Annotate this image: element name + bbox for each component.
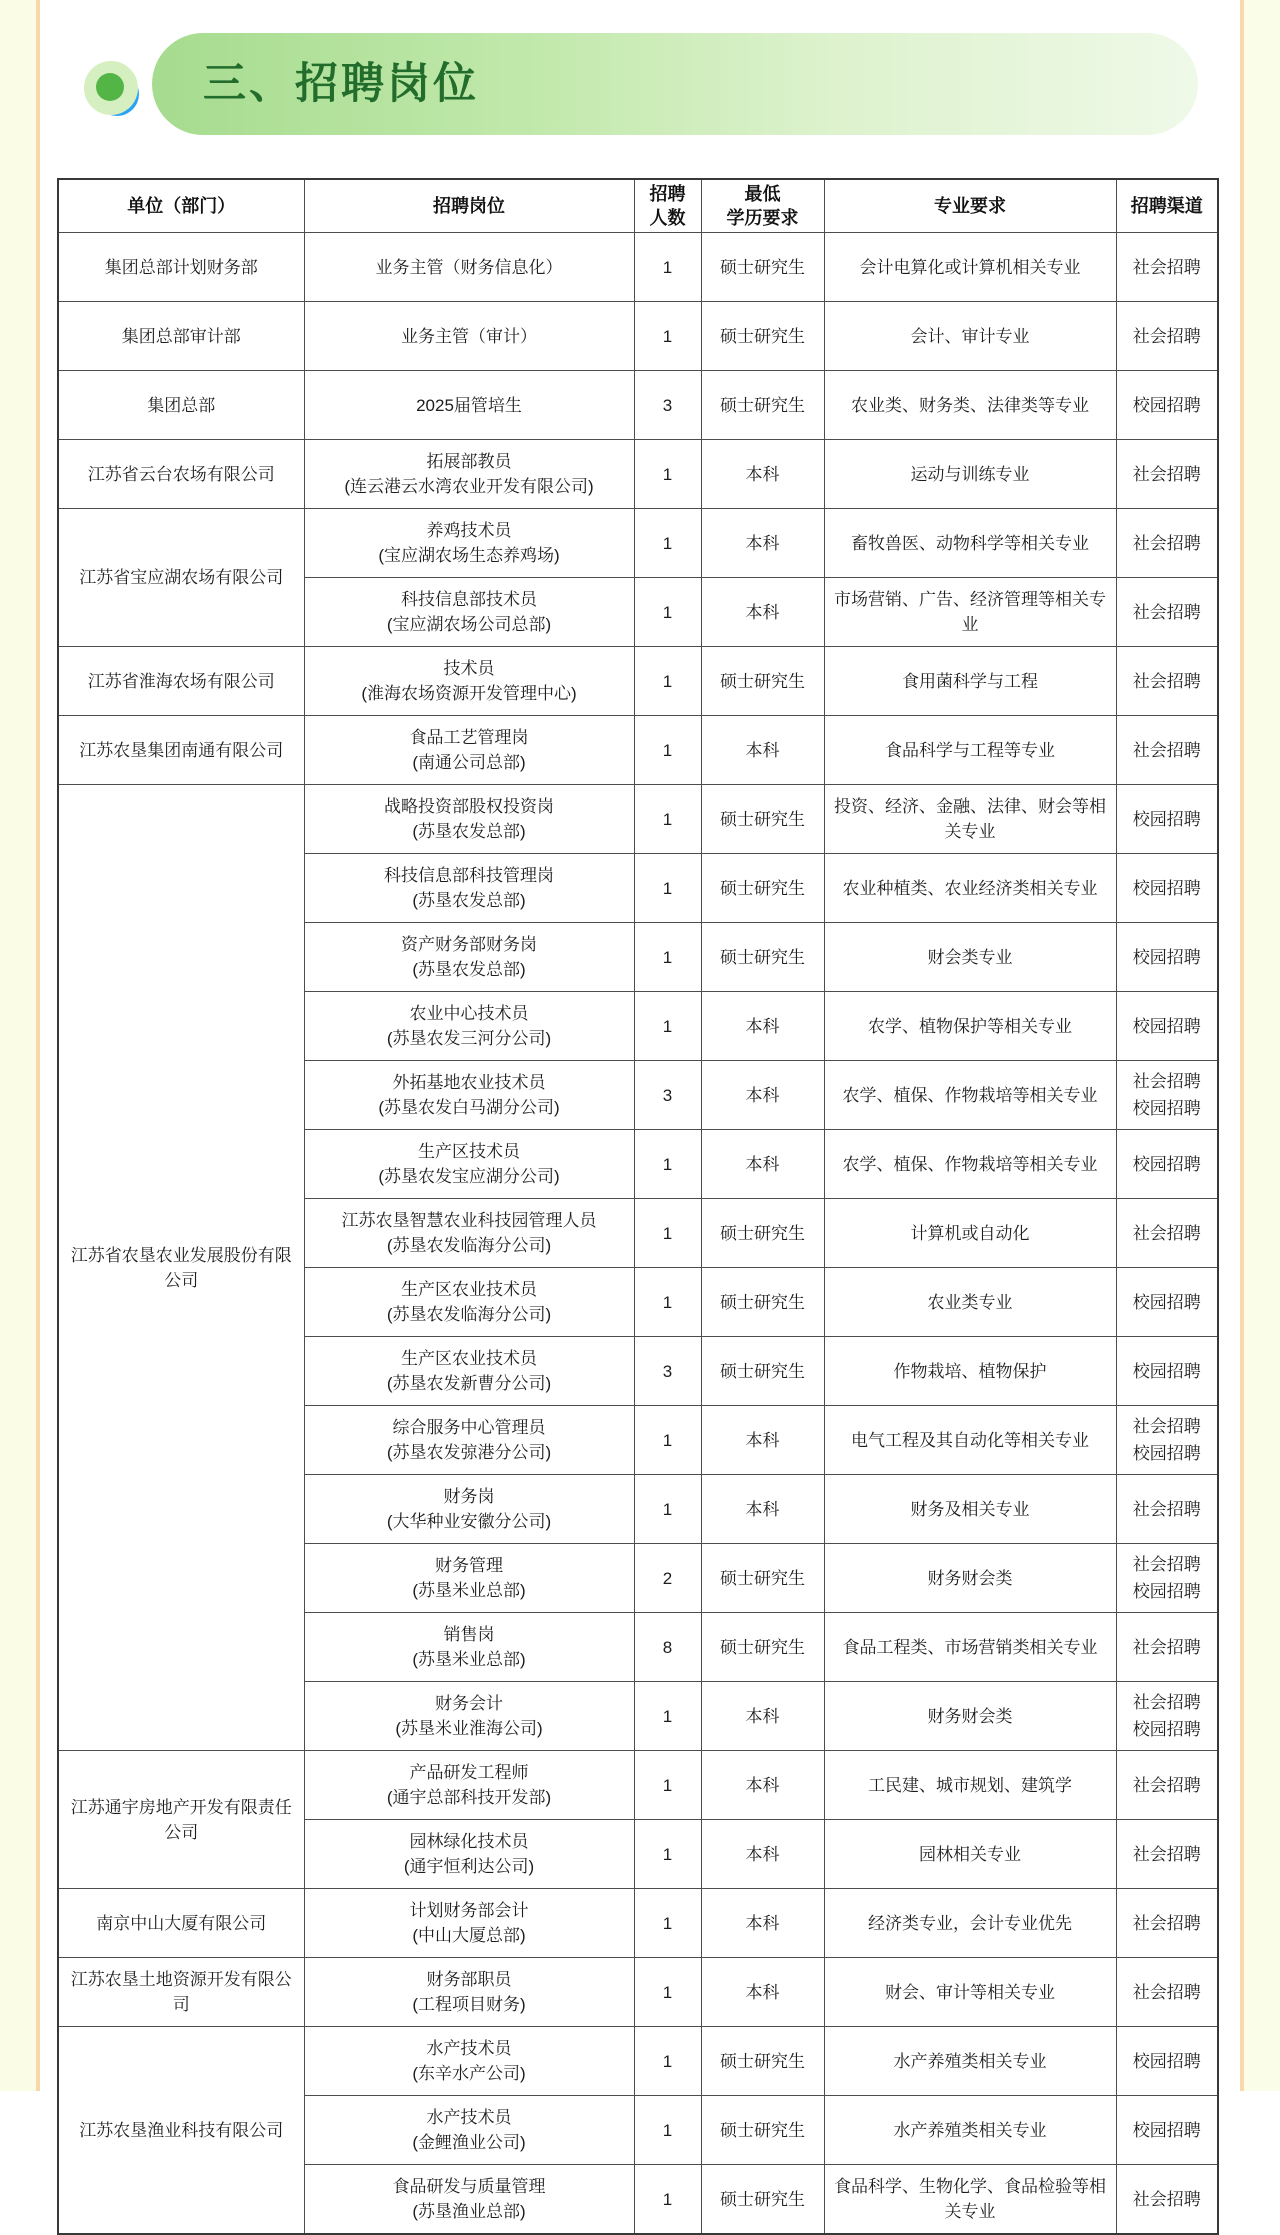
education-cell: 本科 bbox=[701, 1130, 824, 1199]
channel-cell bbox=[1116, 1958, 1218, 2027]
channel-cell bbox=[1116, 2096, 1218, 2165]
education-cell: 硕士研究生 bbox=[701, 1337, 824, 1406]
major-cell: 财务财会类 bbox=[824, 1544, 1116, 1613]
table-row bbox=[58, 233, 1218, 302]
headcount-cell: 1 bbox=[634, 2096, 701, 2165]
channel-line: 社会招聘 bbox=[1132, 1417, 1201, 1436]
headcount-cell: 1 bbox=[634, 302, 701, 371]
channel-line: 社会招聘 bbox=[1132, 257, 1201, 277]
company-cell: 江苏农垦土地资源开发有限公司 bbox=[58, 1958, 304, 2027]
headcount-cell: 1 bbox=[634, 1751, 701, 1820]
company-cell: 江苏农垦渔业科技有限公司 bbox=[58, 2027, 304, 2235]
major-cell: 市场营销、广告、经济管理等相关专业 bbox=[824, 578, 1116, 647]
position-cell: 业务主管（财务信息化） bbox=[304, 233, 634, 302]
channel-line: 校园招聘 bbox=[1132, 2051, 1201, 2071]
headcount-cell: 1 bbox=[634, 2165, 701, 2235]
headcount-cell: 1 bbox=[634, 1475, 701, 1544]
channel-cell bbox=[1116, 509, 1218, 578]
position-cell: 科技信息部技术员 (宝应湖农场公司总部) bbox=[304, 578, 634, 647]
position-cell: 拓展部教员 (连云港云水湾农业开发有限公司) bbox=[304, 440, 634, 509]
major-cell: 园林相关专业 bbox=[824, 1820, 1116, 1889]
position-cell: 生产区技术员 (苏垦农发宝应湖分公司) bbox=[304, 1130, 634, 1199]
major-cell: 农业类、财务类、法律类等专业 bbox=[824, 371, 1116, 440]
channel-cell bbox=[1116, 1337, 1218, 1406]
channel-line: 社会招聘 bbox=[1132, 464, 1201, 484]
position-cell: 财务部职员 (工程项目财务) bbox=[304, 1958, 634, 2027]
channel-cell bbox=[1116, 1544, 1218, 1613]
column-header: 专业要求 bbox=[824, 179, 1116, 233]
company-cell: 江苏省农垦农业发展股份有限公司 bbox=[58, 785, 304, 1751]
position-cell: 食品研发与质量管理 (苏垦渔业总部) bbox=[304, 2165, 634, 2235]
education-cell: 硕士研究生 bbox=[701, 2027, 824, 2096]
channel-line: 社会招聘 bbox=[1132, 671, 1201, 691]
channel-cell bbox=[1116, 1751, 1218, 1820]
channel-line: 社会招聘 bbox=[1132, 533, 1201, 553]
channel-cell bbox=[1116, 578, 1218, 647]
education-cell: 硕士研究生 bbox=[701, 854, 824, 923]
headcount-cell: 3 bbox=[634, 1061, 701, 1130]
position-cell: 养鸡技术员 (宝应湖农场生态养鸡场) bbox=[304, 509, 634, 578]
headcount-cell: 1 bbox=[634, 1130, 701, 1199]
company-cell: 江苏农垦集团南通有限公司 bbox=[58, 716, 304, 785]
education-cell: 本科 bbox=[701, 716, 824, 785]
section-title: 三、招聘岗位 bbox=[203, 60, 479, 108]
channel-line: 社会招聘 bbox=[1132, 1637, 1201, 1657]
channel-line: 校园招聘 bbox=[1132, 395, 1201, 415]
column-header: 最低 学历要求 bbox=[701, 179, 824, 233]
major-cell: 农业种植类、农业经济类相关专业 bbox=[824, 854, 1116, 923]
channel-cell bbox=[1116, 1199, 1218, 1268]
company-cell: 南京中山大厦有限公司 bbox=[58, 1889, 304, 1958]
major-cell: 食品科学与工程等专业 bbox=[824, 716, 1116, 785]
column-header: 招聘渠道 bbox=[1116, 179, 1218, 233]
education-cell: 硕士研究生 bbox=[701, 785, 824, 854]
major-cell: 水产养殖类相关专业 bbox=[824, 2096, 1116, 2165]
table-row bbox=[58, 440, 1218, 509]
channel-line: 社会招聘 bbox=[1132, 1775, 1201, 1795]
position-cell: 综合服务中心管理员 (苏垦农发弶港分公司) bbox=[304, 1406, 634, 1475]
education-cell: 硕士研究生 bbox=[701, 371, 824, 440]
position-cell: 产品研发工程师 (通宇总部科技开发部) bbox=[304, 1751, 634, 1820]
channel-cell bbox=[1116, 1406, 1218, 1475]
education-cell: 本科 bbox=[701, 1958, 824, 2027]
headcount-cell: 3 bbox=[634, 371, 701, 440]
channel-cell bbox=[1116, 1682, 1218, 1751]
education-cell: 硕士研究生 bbox=[701, 1199, 824, 1268]
headcount-cell: 1 bbox=[634, 233, 701, 302]
position-cell: 生产区农业技术员 (苏垦农发新曹分公司) bbox=[304, 1337, 634, 1406]
position-cell: 计划财务部会计 (中山大厦总部) bbox=[304, 1889, 634, 1958]
bullet-inner-circle-icon bbox=[96, 73, 124, 101]
position-cell: 财务会计 (苏垦米业淮海公司) bbox=[304, 1682, 634, 1751]
headcount-cell: 8 bbox=[634, 1613, 701, 1682]
position-cell: 财务岗 (大华种业安徽分公司) bbox=[304, 1475, 634, 1544]
position-cell: 江苏农垦智慧农业科技园管理人员 (苏垦农发临海分公司) bbox=[304, 1199, 634, 1268]
channel-line: 校园招聘 bbox=[1132, 1582, 1201, 1601]
channel-line: 校园招聘 bbox=[1132, 1099, 1201, 1118]
channel-line: 校园招聘 bbox=[1132, 1154, 1201, 1174]
channel-cell bbox=[1116, 302, 1218, 371]
major-cell: 农业类专业 bbox=[824, 1268, 1116, 1337]
channel-line: 校园招聘 bbox=[1132, 1444, 1201, 1463]
headcount-cell: 1 bbox=[634, 1406, 701, 1475]
channel-cell bbox=[1116, 1130, 1218, 1199]
channel-line: 社会招聘 bbox=[1132, 1913, 1201, 1933]
channel-line: 社会招聘 bbox=[1132, 1223, 1201, 1243]
education-cell: 硕士研究生 bbox=[701, 1268, 824, 1337]
section-title-banner bbox=[152, 33, 1198, 135]
channel-line: 校园招聘 bbox=[1132, 2120, 1201, 2140]
position-cell: 2025届管培生 bbox=[304, 371, 634, 440]
education-cell: 本科 bbox=[701, 440, 824, 509]
channel-cell bbox=[1116, 1475, 1218, 1544]
major-cell: 会计电算化或计算机相关专业 bbox=[824, 233, 1116, 302]
position-cell: 业务主管（审计） bbox=[304, 302, 634, 371]
education-cell: 本科 bbox=[701, 1475, 824, 1544]
education-cell: 本科 bbox=[701, 1889, 824, 1958]
table-row bbox=[58, 302, 1218, 371]
major-cell: 计算机或自动化 bbox=[824, 1199, 1116, 1268]
channel-cell bbox=[1116, 440, 1218, 509]
position-cell: 外拓基地农业技术员 (苏垦农发白马湖分公司) bbox=[304, 1061, 634, 1130]
table-row bbox=[58, 1958, 1218, 2027]
channel-cell bbox=[1116, 2027, 1218, 2096]
channel-line: 社会招聘 bbox=[1132, 1844, 1201, 1864]
education-cell: 本科 bbox=[701, 1682, 824, 1751]
right-margin-strip bbox=[1244, 0, 1280, 2091]
education-cell: 硕士研究生 bbox=[701, 1544, 824, 1613]
company-cell: 集团总部 bbox=[58, 371, 304, 440]
channel-cell bbox=[1116, 785, 1218, 854]
channel-cell bbox=[1116, 1889, 1218, 1958]
position-cell: 农业中心技术员 (苏垦农发三河分公司) bbox=[304, 992, 634, 1061]
channel-cell bbox=[1116, 2165, 1218, 2235]
headcount-cell: 1 bbox=[634, 440, 701, 509]
position-cell: 科技信息部科技管理岗 (苏垦农发总部) bbox=[304, 854, 634, 923]
major-cell: 财务及相关专业 bbox=[824, 1475, 1116, 1544]
major-cell: 经济类专业，会计专业优先 bbox=[824, 1889, 1116, 1958]
table-row bbox=[58, 1751, 1218, 1820]
education-cell: 本科 bbox=[701, 1751, 824, 1820]
major-cell: 财会、审计等相关专业 bbox=[824, 1958, 1116, 2027]
channel-line: 校园招聘 bbox=[1132, 1016, 1201, 1036]
major-cell: 财会类专业 bbox=[824, 923, 1116, 992]
channel-line: 社会招聘 bbox=[1132, 1693, 1201, 1712]
position-cell: 财务管理 (苏垦米业总部) bbox=[304, 1544, 634, 1613]
channel-line: 社会招聘 bbox=[1132, 2189, 1201, 2209]
channel-cell bbox=[1116, 1061, 1218, 1130]
headcount-cell: 1 bbox=[634, 647, 701, 716]
major-cell: 农学、植保、作物栽培等相关专业 bbox=[824, 1061, 1116, 1130]
table-row bbox=[58, 647, 1218, 716]
position-cell: 技术员 (淮海农场资源开发管理中心) bbox=[304, 647, 634, 716]
headcount-cell: 1 bbox=[634, 1958, 701, 2027]
table-row bbox=[58, 371, 1218, 440]
channel-cell bbox=[1116, 371, 1218, 440]
channel-line: 校园招聘 bbox=[1132, 1720, 1201, 1739]
education-cell: 硕士研究生 bbox=[701, 1613, 824, 1682]
major-cell: 畜牧兽医、动物科学等相关专业 bbox=[824, 509, 1116, 578]
education-cell: 硕士研究生 bbox=[701, 2165, 824, 2235]
headcount-cell: 1 bbox=[634, 1820, 701, 1889]
channel-cell bbox=[1116, 1613, 1218, 1682]
channel-line: 社会招聘 bbox=[1132, 1499, 1201, 1519]
education-cell: 硕士研究生 bbox=[701, 233, 824, 302]
header-row bbox=[58, 179, 1218, 233]
major-cell: 投资、经济、金融、法律、财会等相关专业 bbox=[824, 785, 1116, 854]
major-cell: 作物栽培、植物保护 bbox=[824, 1337, 1116, 1406]
position-cell: 战略投资部股权投资岗 (苏垦农发总部) bbox=[304, 785, 634, 854]
company-cell: 集团总部审计部 bbox=[58, 302, 304, 371]
major-cell: 食品工程类、市场营销类相关专业 bbox=[824, 1613, 1116, 1682]
education-cell: 硕士研究生 bbox=[701, 923, 824, 992]
education-cell: 硕士研究生 bbox=[701, 302, 824, 371]
headcount-cell: 3 bbox=[634, 1337, 701, 1406]
company-cell: 江苏省淮海农场有限公司 bbox=[58, 647, 304, 716]
major-cell: 农学、植物保护等相关专业 bbox=[824, 992, 1116, 1061]
channel-cell bbox=[1116, 1820, 1218, 1889]
education-cell: 本科 bbox=[701, 1061, 824, 1130]
position-cell: 食品工艺管理岗 (南通公司总部) bbox=[304, 716, 634, 785]
table-row bbox=[58, 1889, 1218, 1958]
left-accent-line bbox=[36, 0, 40, 2091]
column-header: 招聘岗位 bbox=[304, 179, 634, 233]
channel-line: 社会招聘 bbox=[1132, 1555, 1201, 1574]
headcount-cell: 1 bbox=[634, 1682, 701, 1751]
table-row bbox=[58, 785, 1218, 854]
headcount-cell: 1 bbox=[634, 578, 701, 647]
position-cell: 园林绿化技术员 (通宇恒利达公司) bbox=[304, 1820, 634, 1889]
headcount-cell: 2 bbox=[634, 1544, 701, 1613]
headcount-cell: 1 bbox=[634, 785, 701, 854]
company-cell: 集团总部计划财务部 bbox=[58, 233, 304, 302]
channel-line: 校园招聘 bbox=[1132, 809, 1201, 829]
channel-line: 校园招聘 bbox=[1132, 947, 1201, 967]
headcount-cell: 1 bbox=[634, 716, 701, 785]
channel-line: 社会招聘 bbox=[1132, 1982, 1201, 2002]
major-cell: 工民建、城市规划、建筑学 bbox=[824, 1751, 1116, 1820]
major-cell: 运动与训练专业 bbox=[824, 440, 1116, 509]
headcount-cell: 1 bbox=[634, 992, 701, 1061]
education-cell: 硕士研究生 bbox=[701, 2096, 824, 2165]
channel-cell bbox=[1116, 992, 1218, 1061]
education-cell: 硕士研究生 bbox=[701, 647, 824, 716]
education-cell: 本科 bbox=[701, 1820, 824, 1889]
headcount-cell: 1 bbox=[634, 509, 701, 578]
channel-line: 校园招聘 bbox=[1132, 878, 1201, 898]
channel-line: 社会招聘 bbox=[1132, 1072, 1201, 1091]
position-cell: 生产区农业技术员 (苏垦农发临海分公司) bbox=[304, 1268, 634, 1337]
position-cell: 销售岗 (苏垦米业总部) bbox=[304, 1613, 634, 1682]
headcount-cell: 1 bbox=[634, 854, 701, 923]
column-header: 招聘 人数 bbox=[634, 179, 701, 233]
headcount-cell: 1 bbox=[634, 1889, 701, 1958]
channel-cell bbox=[1116, 233, 1218, 302]
channel-cell bbox=[1116, 1268, 1218, 1337]
education-cell: 本科 bbox=[701, 509, 824, 578]
channel-line: 社会招聘 bbox=[1132, 740, 1201, 760]
table-row bbox=[58, 2027, 1218, 2096]
major-cell: 食用菌科学与工程 bbox=[824, 647, 1116, 716]
major-cell: 农学、植保、作物栽培等相关专业 bbox=[824, 1130, 1116, 1199]
education-cell: 本科 bbox=[701, 578, 824, 647]
table-row bbox=[58, 716, 1218, 785]
company-cell: 江苏省云台农场有限公司 bbox=[58, 440, 304, 509]
channel-cell bbox=[1116, 647, 1218, 716]
education-cell: 本科 bbox=[701, 1406, 824, 1475]
headcount-cell: 1 bbox=[634, 2027, 701, 2096]
recruitment-table bbox=[57, 178, 1219, 2235]
major-cell: 财务财会类 bbox=[824, 1682, 1116, 1751]
channel-line: 社会招聘 bbox=[1132, 602, 1201, 622]
headcount-cell: 1 bbox=[634, 923, 701, 992]
major-cell: 食品科学、生物化学、食品检验等相关专业 bbox=[824, 2165, 1116, 2235]
column-header: 单位（部门） bbox=[58, 179, 304, 233]
channel-cell bbox=[1116, 854, 1218, 923]
position-cell: 水产技术员 (金鲤渔业公司) bbox=[304, 2096, 634, 2165]
channel-line: 校园招聘 bbox=[1132, 1361, 1201, 1381]
channel-cell bbox=[1116, 716, 1218, 785]
major-cell: 会计、审计专业 bbox=[824, 302, 1116, 371]
company-cell: 江苏省宝应湖农场有限公司 bbox=[58, 509, 304, 647]
major-cell: 电气工程及其自动化等相关专业 bbox=[824, 1406, 1116, 1475]
headcount-cell: 1 bbox=[634, 1199, 701, 1268]
company-cell: 江苏通宇房地产开发有限责任公司 bbox=[58, 1751, 304, 1889]
channel-line: 校园招聘 bbox=[1132, 1292, 1201, 1312]
channel-line: 社会招聘 bbox=[1132, 326, 1201, 346]
position-cell: 水产技术员 (东辛水产公司) bbox=[304, 2027, 634, 2096]
left-margin-strip bbox=[0, 0, 36, 2091]
education-cell: 本科 bbox=[701, 992, 824, 1061]
headcount-cell: 1 bbox=[634, 1268, 701, 1337]
table-row bbox=[58, 509, 1218, 578]
channel-cell bbox=[1116, 923, 1218, 992]
major-cell: 水产养殖类相关专业 bbox=[824, 2027, 1116, 2096]
position-cell: 资产财务部财务岗 (苏垦农发总部) bbox=[304, 923, 634, 992]
